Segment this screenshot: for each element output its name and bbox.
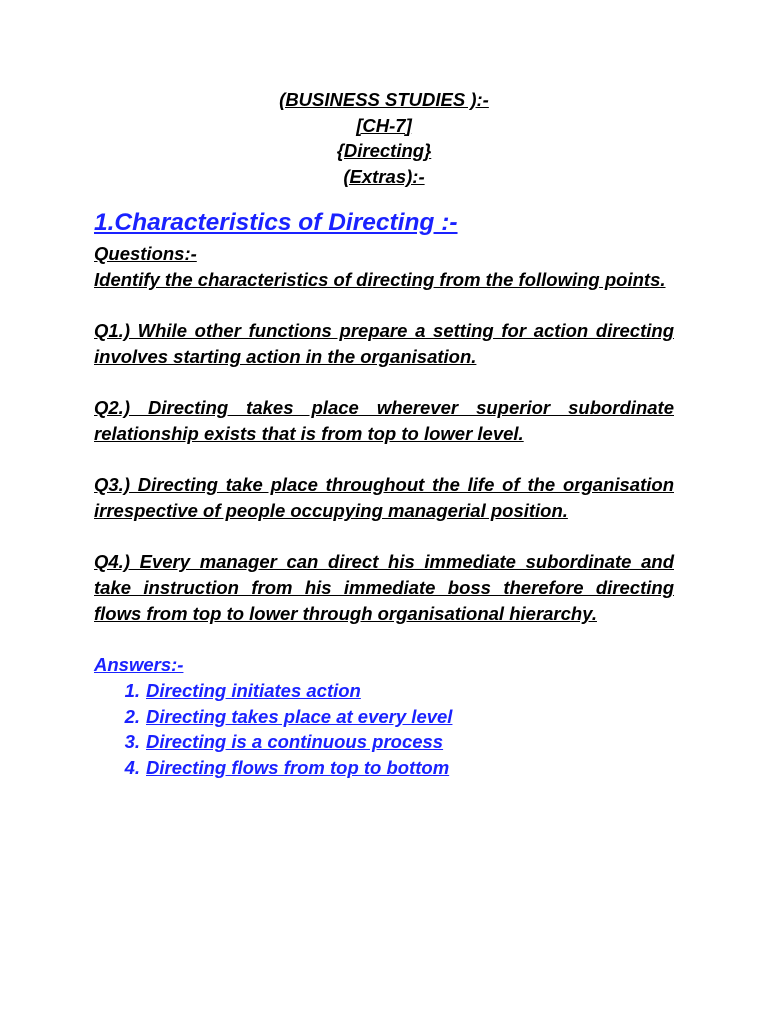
answer-number: 2.: [124, 705, 140, 727]
spacer: [94, 447, 674, 473]
spacer: [94, 292, 674, 318]
answer-text: Directing flows from top to bottom: [146, 756, 450, 778]
chapter-heading: [CH-7]: [356, 114, 412, 136]
spacer: [94, 626, 674, 652]
section-title: 1.Characteristics of Directing :-: [94, 209, 458, 236]
subject-heading: (BUSINESS STUDIES ):-: [279, 89, 489, 110]
spacer: [94, 524, 674, 550]
instruction-text: Identify the characteristics of directing from the following points.: [94, 268, 666, 290]
question-2: Q2.) Directing takes place wherever superior subordinate relationship exists that is from top to lower level.: [94, 397, 674, 444]
answer-item: [94, 729, 674, 755]
questions-label: Questions:-: [94, 243, 197, 264]
answer-number: 3.: [124, 731, 140, 753]
answer-item: [94, 704, 674, 730]
answers-label: Answers:-: [94, 654, 184, 676]
answer-number: 4.: [124, 756, 140, 778]
question-4: Q4.) Every manager can direct his immediate subordinate and take instruction from his immediate boss therefore directing flows from top to lower through organisational hierarchy.: [94, 551, 674, 624]
answer-list: [94, 678, 674, 781]
spacer: [94, 370, 674, 396]
question-1: Q1.) While other functions prepare a setting for action directing involves starting action in the organisation.: [94, 320, 674, 367]
extras-heading: (Extras):-: [343, 166, 425, 188]
answer-text: Directing is a continuous process: [146, 731, 444, 753]
answer-number: 1.: [124, 679, 140, 701]
answer-text: Directing initiates action: [146, 679, 361, 701]
document-body: [94, 205, 674, 781]
question-3: Q3.) Directing take place throughout the life of the organisation irrespective of people occupying managerial position.: [94, 474, 674, 521]
answer-item: [94, 678, 674, 704]
document-header: [0, 87, 768, 190]
answer-text: Directing takes place at every level: [146, 705, 453, 727]
topic-heading: {Directing}: [336, 140, 432, 162]
answer-item: [94, 755, 674, 781]
